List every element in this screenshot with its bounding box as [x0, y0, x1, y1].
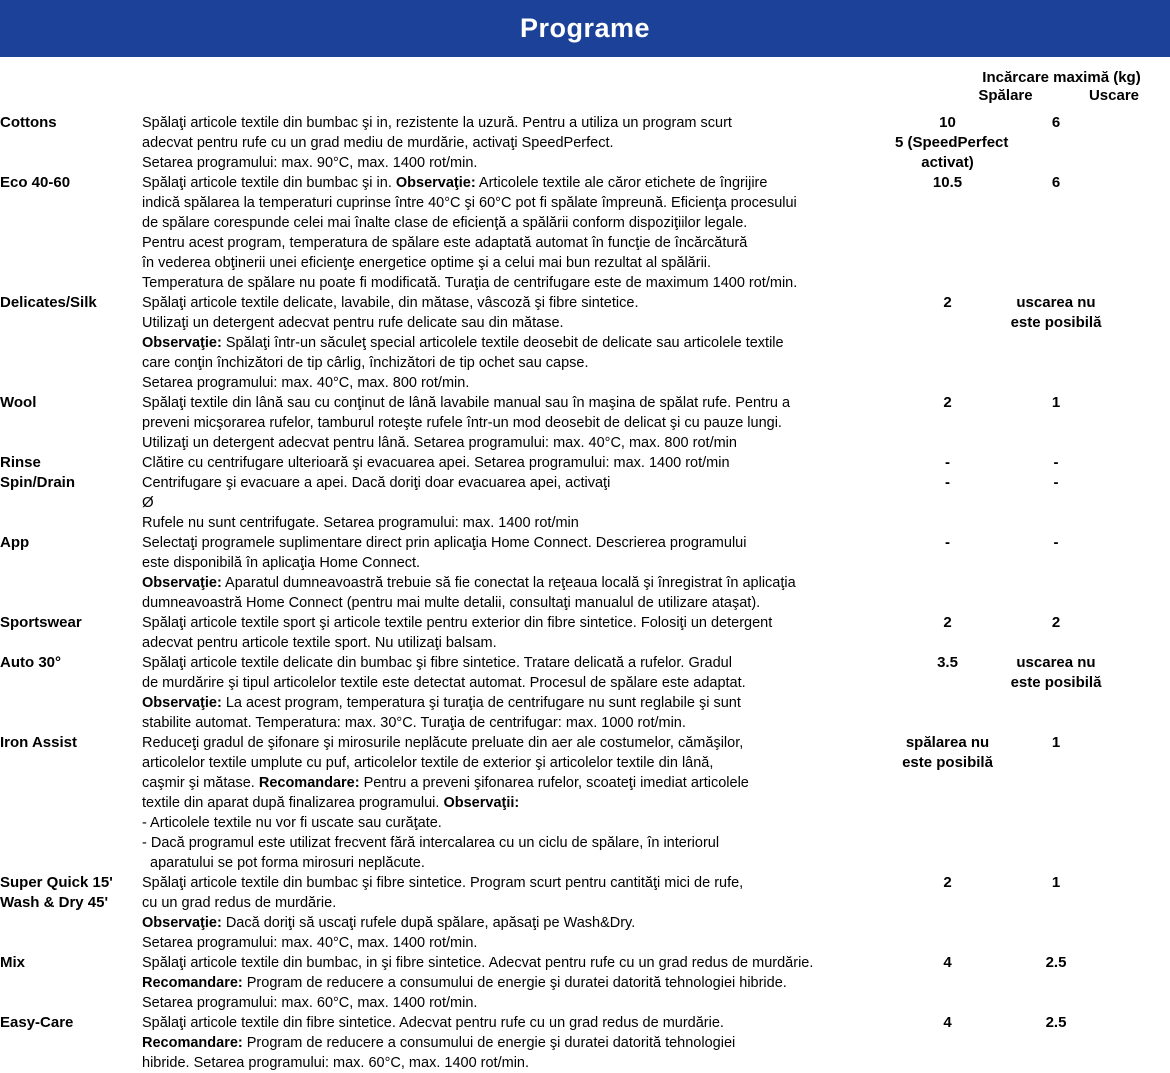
program-name: Wool — [0, 394, 37, 411]
dry-load-value: uscarea nu este posibilă — [1010, 654, 1102, 691]
wash-load-value: 2 — [943, 874, 952, 891]
dry-load-value: 2.5 — [1045, 1014, 1067, 1031]
program-name: Eco 40-60 — [0, 174, 71, 191]
program-name: Super Quick 15' Wash & Dry 45' — [0, 874, 113, 911]
description-line: Spălaţi articole textile din bumbac şi in, rezistente la uzură. Pentru a utiliza un program scurt — [142, 115, 732, 131]
program-name: Cottons — [0, 114, 57, 131]
description-line: Spălaţi articole textile din fibre sintetice. Adecvat pentru rufe cu un grad redus de murdărie. — [142, 1015, 724, 1031]
description-line: Pentru acest program, temperatura de spălare este adaptată automat în funcţie de încărcătură — [142, 235, 748, 251]
description-line: Setarea programului: max. 40°C, max. 1400 rot/min. — [142, 935, 478, 951]
title-bar — [0, 0, 1170, 57]
description-line: dumneavoastră Home Connect (pentru mai multe detalii, consultaţi manualul de utilizare ataşat). — [142, 595, 761, 611]
description-line: Utilizaţi un detergent adecvat pentru lână. Setarea programului: max. 40°C, max. 800 rot/min — [142, 435, 737, 451]
program-description — [142, 453, 895, 473]
description-line: Setarea programului: max. 40°C, max. 800 rot/min. — [142, 375, 470, 391]
dry-load-value: 1 — [1051, 734, 1061, 751]
dry-load-value: 2.5 — [1045, 954, 1067, 971]
bold-term: Recomandare: — [142, 975, 243, 991]
description-line: Spălaţi articole textile delicate din bumbac şi fibre sintetice. Tratare delicată a rufelor. Gradul — [142, 655, 732, 671]
bold-term: Observaţie: — [142, 335, 222, 351]
description-line: Clătire cu centrifugare ulterioară şi evacuarea apei. Setarea programului: max. 1400 rot/min — [142, 455, 730, 471]
description-line: Spălaţi articole textile din bumbac şi in. Observaţie: Articolele textile ale căror etichete de îngrijire — [142, 175, 768, 191]
description-line: de murdărire şi tipul articolelor textile este detectat automat. Procesul de spălare este adaptat. — [142, 675, 746, 691]
program-name: Mix — [0, 954, 26, 971]
program-description — [142, 1013, 895, 1073]
description-line: Observaţie: Dacă doriţi să uscaţi rufele după spălare, apăsaţi pe Wash&Dry. — [142, 915, 636, 931]
bold-term: Observaţii: — [443, 795, 520, 811]
wash-load-value: 10 5 (SpeedPerfect activat) — [895, 114, 1009, 171]
dry-load-value: 6 — [1051, 114, 1061, 131]
table-row — [0, 613, 1170, 653]
description-line: în vederea obţinerii unei eficienţe energetice optime şi a celui mai bun rezultat al spălării. — [142, 255, 712, 271]
table-row — [0, 873, 1170, 953]
bold-term: Recomandare: — [142, 1035, 243, 1051]
dry-load-value: - — [1053, 534, 1059, 551]
max-load-header: Incărcare maximă (kg) — [982, 69, 1141, 86]
dry-load-value: 1 — [1051, 874, 1061, 891]
wash-load-value: spălarea nu este posibilă — [902, 734, 993, 771]
wash-load-value: 4 — [943, 1014, 952, 1031]
column-header-wash: Spălare — [978, 87, 1033, 104]
description-line: adecvat pentru rufe cu un grad mediu de murdărie, activaţi SpeedPerfect. — [142, 135, 614, 151]
description-line: Setarea programului: max. 90°C, max. 1400 rot/min. — [142, 155, 478, 171]
program-description — [142, 613, 895, 653]
description-line: Rufele nu sunt centrifugate. Setarea programului: max. 1400 rot/min — [142, 515, 579, 531]
description-line: Utilizaţi un detergent adecvat pentru rufe delicate sau din mătase. — [142, 315, 564, 331]
description-line: Observaţie: Aparatul dumneavoastră trebuie să fie conectat la reţeaua locală şi înregistrat în aplicaţia — [142, 575, 796, 591]
dry-load-value: 2 — [1051, 614, 1061, 631]
programs-table — [0, 113, 1170, 1073]
description-line: caşmir şi mătase. Recomandare: Pentru a preveni şifonarea rufelor, scoateţi imediat articolele — [142, 775, 749, 791]
description-line: Setarea programului: max. 60°C, max. 1400 rot/min. — [142, 995, 478, 1011]
description-line: preveni micşorarea rufelor, tamburul roteşte rufele într-un mod deosebit de delicat şi cu pauze lungi. — [142, 415, 782, 431]
description-line: adecvat pentru articole textile sport. Nu utilizaţi balsam. — [142, 635, 497, 651]
description-line: stabilite automat. Temperatura: max. 30°C. Turaţia de centrifugar: max. 1000 rot/min. — [142, 715, 686, 731]
program-description — [142, 473, 895, 533]
program-name: Easy-Care — [0, 1014, 74, 1031]
wash-load-value: - — [945, 474, 950, 491]
column-headers — [0, 69, 1170, 105]
wash-load-value: 4 — [943, 954, 952, 971]
bold-term: Recomandare: — [258, 775, 360, 791]
column-header-dry: Uscare — [1088, 87, 1140, 104]
program-name: Spin/Drain — [0, 474, 76, 491]
program-name: Auto 30° — [0, 654, 62, 671]
description-line: - Articolele textile nu vor fi uscate sau curăţate. — [142, 815, 442, 831]
program-description — [142, 953, 895, 1013]
description-line: Temperatura de spălare nu poate fi modificată. Turaţia de centrifugare este de maximum 1400 rot/min. — [142, 275, 798, 291]
program-description — [142, 393, 895, 453]
program-name: App — [0, 534, 30, 551]
wash-load-value: - — [945, 454, 950, 471]
description-line: Spălaţi textile din lână sau cu conţinut de lână lavabile manual sau în maşina de spălat rufe. Pentru a — [142, 395, 791, 411]
dry-load-value: 6 — [1051, 174, 1061, 191]
program-description — [142, 653, 895, 733]
table-row — [0, 1013, 1170, 1073]
bold-term: Observaţie: — [142, 695, 222, 711]
description-line: hibride. Setarea programului: max. 60°C, max. 1400 rot/min. — [142, 1055, 530, 1071]
dry-load-value: - — [1053, 474, 1059, 491]
description-line: este disponibilă în aplicaţia Home Connect. — [142, 555, 421, 571]
description-line: aparatului se pot forma mirosuri neplăcute. — [142, 855, 425, 871]
description-line: Spălaţi articole textile sport şi articole textile pentru exterior din fibre sintetice. Folosiţi un detergent — [142, 615, 773, 631]
program-description — [142, 733, 895, 873]
table-row — [0, 473, 1170, 533]
dry-load-value: - — [1053, 454, 1059, 471]
description-line: - Dacă programul este utilizat frecvent fără intercalarea cu un ciclu de spălare, în interiorul — [142, 835, 720, 851]
description-line: articolelor textile umplute cu puf, articolelor textile de exterior şi articolelor textile din lână, — [142, 755, 714, 771]
wash-load-value: 2 — [943, 394, 952, 411]
dry-load-value: uscarea nu este posibilă — [1010, 294, 1102, 331]
description-line: Spălaţi articole textile din bumbac şi fibre sintetice. Program scurt pentru cantităţi mici de rufe, — [142, 875, 744, 891]
description-line: Spălaţi articole textile din bumbac, in şi fibre sintetice. Adecvat pentru rufe cu un grad redus de murdărie. — [142, 955, 814, 971]
program-name: Sportswear — [0, 614, 82, 631]
description-line: de spălare corespunde celei mai înalte clase de eficienţă a spălării conform dispoziţiilor legale. — [142, 215, 748, 231]
wash-load-value: 10.5 — [932, 174, 963, 191]
description-line: Reduceţi gradul de şifonare şi mirosurile neplăcute preluate din aer ale costumelor, cămăşilor, — [142, 735, 744, 751]
table-row — [0, 953, 1170, 1013]
description-line: care conţin închizători de tip cârlig, închizători de tip ochet sau capse. — [142, 355, 589, 371]
table-row — [0, 113, 1170, 173]
bold-term: Observaţie: — [142, 915, 222, 931]
wash-load-value: 3.5 — [937, 654, 958, 671]
program-name: Iron Assist — [0, 734, 77, 751]
table-row — [0, 173, 1170, 293]
dry-load-value: 1 — [1051, 394, 1061, 411]
program-description — [142, 113, 895, 173]
programs-table-body — [0, 113, 1170, 1073]
bold-term: Observaţie: — [395, 175, 476, 191]
program-description — [142, 873, 895, 953]
description-line: cu un grad redus de murdărie. — [142, 895, 337, 911]
description-line: Centrifugare şi evacuare a apei. Dacă doriţi doar evacuarea apei, activaţi Ø — [142, 473, 895, 513]
table-row — [0, 653, 1170, 733]
wash-load-value: 2 — [943, 294, 952, 311]
spin-drain-icon: Ø — [142, 494, 154, 511]
table-row — [0, 533, 1170, 613]
program-description — [142, 533, 895, 613]
description-line: textile din aparat după finalizarea programului. Observaţii: — [142, 795, 520, 811]
description-line: Observaţie: Spălaţi într-un săculeţ special articolele textile deosebit de delicate sau articolele textile — [142, 335, 784, 351]
table-row — [0, 733, 1170, 873]
bold-term: Observaţie: — [142, 575, 222, 591]
description-line: Recomandare: Program de reducere a consumului de energie şi duratei datorită tehnologiei hibride. — [142, 975, 787, 991]
description-line: indică spălarea la temperaturi cuprinse între 40°C şi 60°C pot fi spălate împreună. Eficienţa procesului — [142, 195, 797, 211]
description-line: Recomandare: Program de reducere a consumului de energie şi duratei datorită tehnologiei — [142, 1035, 736, 1051]
page-title: Programe — [519, 13, 651, 43]
wash-load-value: 2 — [943, 614, 952, 631]
description-line: Observaţie: La acest program, temperatura şi turaţia de centrifugare nu sunt reglabile şi sunt — [142, 695, 741, 711]
table-row — [0, 453, 1170, 473]
program-name: Rinse — [0, 454, 41, 471]
table-row — [0, 393, 1170, 453]
table-row — [0, 293, 1170, 393]
program-description — [142, 173, 895, 293]
program-name: Delicates/Silk — [0, 294, 97, 311]
wash-load-value: - — [945, 534, 950, 551]
description-line: Selectaţi programele suplimentare direct prin aplicaţia Home Connect. Descrierea programului — [142, 535, 747, 551]
program-description — [142, 293, 895, 393]
description-line: Spălaţi articole textile delicate, lavabile, din mătase, vâscoză şi fibre sintetice. — [142, 295, 639, 311]
